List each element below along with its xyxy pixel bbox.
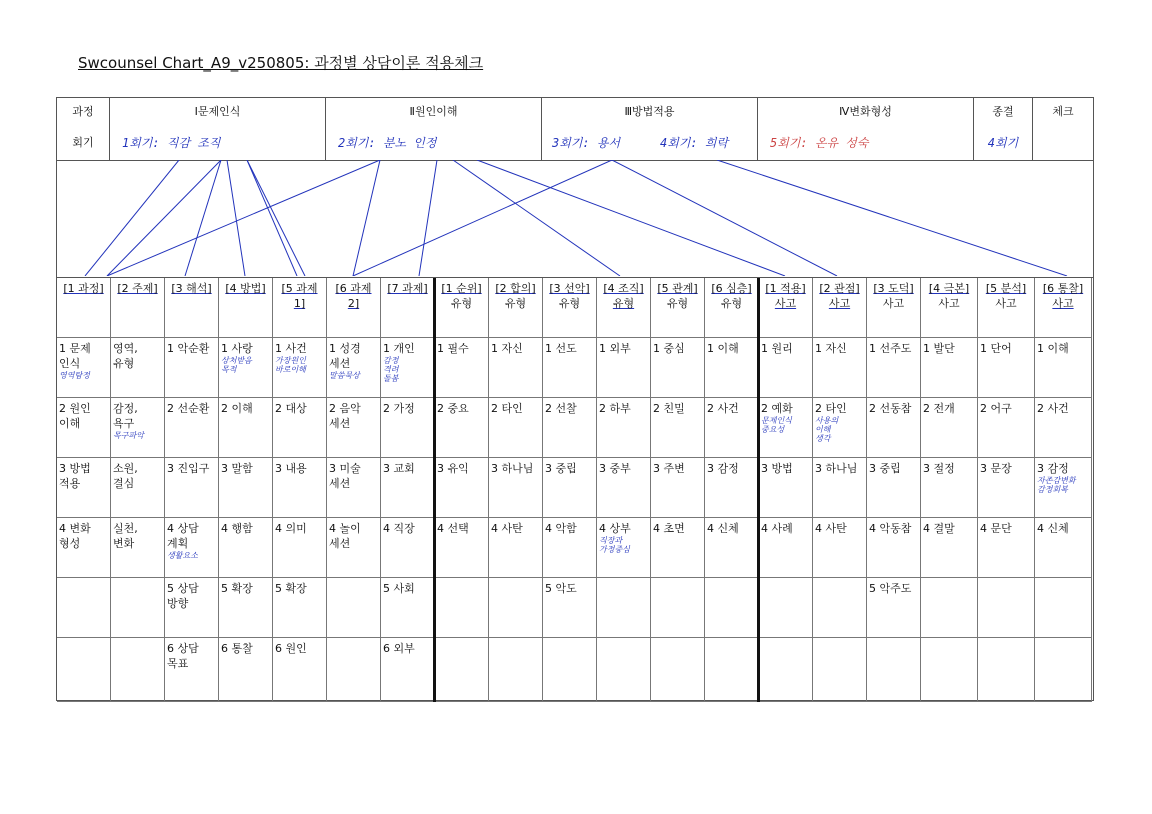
column-header-label: [5 관계] [657,282,698,295]
column-header-type: 사고 [995,297,1017,310]
grid-cell [219,398,273,458]
grid-cell [489,398,543,458]
column-header [327,278,381,338]
column-header-label: [1 과정] [63,282,104,295]
grid-cell [57,338,111,398]
column-header-label: [3 선악] [549,282,590,295]
cell-text: 3 중립 [869,462,901,475]
cell-text: 5 악주도 [869,582,912,595]
theory-grid [57,277,1093,702]
grid-cell [1035,638,1092,702]
cell-text: 4 사탄 [491,522,523,535]
grid-cell [381,398,435,458]
cell-text: 2 사건 [707,402,739,415]
cell-text: 4 의미 [275,522,307,535]
column-header-type: 사고 [938,297,960,310]
column-header-label: [1 적용] [765,282,806,295]
grid-cell [759,638,813,702]
column-header [597,278,651,338]
column-header-label: [2 관점] [819,282,860,295]
grid-cell [273,638,327,702]
cell-text: 2 선동참 [869,402,912,415]
grid-cell [381,338,435,398]
cell-text: 4 놀이 세션 [329,522,361,550]
cell-text: 4 상담 계획 [167,522,199,550]
cell-text: 3 중부 [599,462,631,475]
grid-cell [489,638,543,702]
grid-cell [1035,518,1092,578]
grid-cell [57,518,111,578]
grid-cell [327,518,381,578]
grid-cell [651,338,705,398]
handwritten-note: 말씀묵상 [329,371,360,380]
column-header-label: [5 분석] [985,282,1027,295]
column-header [867,278,921,338]
grid-cell [435,518,489,578]
column-header-label: [2 합의] [495,282,536,295]
grid-cell [327,338,381,398]
session-note: 5회기: 온유 성숙 [770,136,869,150]
cell-text: 1 선도 [545,342,577,355]
cell-text: 5 확장 [221,582,253,595]
cell-text: 1 자신 [491,342,523,355]
column-header-type: 사고 [1052,297,1074,310]
grid-cell [219,638,273,702]
grid-cell [219,518,273,578]
cell-text: 1 이해 [1037,342,1069,355]
grid-cell [381,578,435,638]
cell-text: 2 사건 [1037,402,1069,415]
cell-text: 1 필수 [437,342,469,355]
group-separator [757,278,760,702]
grid-cell [921,638,978,702]
cell-text: 1 이해 [707,342,739,355]
grid-cell [705,398,759,458]
grid-cell [978,518,1035,578]
column-header [57,278,111,338]
cell-text: 3 말함 [221,462,253,475]
cell-text: 1 외부 [599,342,631,355]
grid-cell [165,578,219,638]
grid-cell [435,338,489,398]
grid-cell [489,518,543,578]
grid-cell [543,578,597,638]
cell-text: 6 통찰 [221,642,253,655]
cell-text: 1 악순환 [167,342,210,355]
handwritten-note: 문제인식 중요성 [761,416,792,434]
column-header [543,278,597,338]
column-header-type: 유형 [612,297,635,310]
grid-cell [1035,578,1092,638]
grid-cell [543,518,597,578]
cell-text: 2 원인 이해 [59,402,91,430]
grid-cell [489,578,543,638]
cell-text: 2 대상 [275,402,307,415]
cell-text: 실천, 변화 [113,522,138,550]
grid-cell [813,578,867,638]
section-title: Ⅱ원인이해 [409,105,458,118]
grid-cell [435,398,489,458]
cell-text: 4 상부 [599,522,631,535]
grid-cell [327,458,381,518]
grid-cell [489,458,543,518]
grid-cell [57,578,111,638]
column-header-label: [3 도덕] [873,282,914,295]
cell-text: 3 감정 [707,462,739,475]
grid-cell [759,338,813,398]
cell-text: 2 어구 [980,402,1012,415]
section-title: Ⅰ문제인식 [194,105,241,118]
grid-cell [921,398,978,458]
grid-cell [921,578,978,638]
grid-cell [165,638,219,702]
grid-cell [813,638,867,702]
grid-cell [978,398,1035,458]
grid-cell [978,578,1035,638]
cell-text: 2 친밀 [653,402,685,415]
grid-cell [435,458,489,518]
grid-cell [273,578,327,638]
cell-text: 4 악동참 [869,522,912,535]
column-header-type: 유형 [504,297,527,310]
cell-text: 1 발단 [923,342,955,355]
cell-text: 3 방법 적용 [59,462,91,490]
cell-text: 4 문단 [980,522,1012,535]
grid-cell [759,578,813,638]
grid-cell [165,518,219,578]
grid-cell [273,518,327,578]
session-note: 3회기: 용서 [552,136,621,150]
grid-cell [1035,398,1092,458]
grid-cell [813,338,867,398]
cell-text: 1 단어 [980,342,1012,355]
cell-text: 영역, 유형 [113,342,138,370]
grid-cell [867,398,921,458]
cell-text: 4 사례 [761,522,793,535]
session-note: 4회기: 희락 [660,136,729,150]
column-header [111,278,165,338]
column-header [489,278,543,338]
grid-cell [597,638,651,702]
column-header [165,278,219,338]
cell-text: 1 사랑 [221,342,253,355]
grid-cell [759,398,813,458]
cell-text: 1 원리 [761,342,793,355]
cell-text: 3 진입구 [167,462,210,475]
cell-text: 1 성경 세션 [329,342,361,370]
grid-cell [921,458,978,518]
cell-text: 1 중심 [653,342,685,355]
column-header-type: 사고 [774,297,797,310]
handwritten-note: 영역탐정 [59,371,90,380]
column-header [813,278,867,338]
grid-cell [57,398,111,458]
grid-cell [651,518,705,578]
column-header [705,278,759,338]
grid-cell [327,398,381,458]
cell-text: 4 변화 형성 [59,522,91,550]
cell-text: 5 상담 방향 [167,582,199,610]
grid-cell [273,338,327,398]
grid-cell [435,638,489,702]
cell-text: 4 선택 [437,522,469,535]
grid-cell [867,458,921,518]
grid-cell [111,578,165,638]
cell-text: 2 하부 [599,402,631,415]
cell-text: 3 감정 [1037,462,1069,475]
cell-text: 2 선순환 [167,402,210,415]
cell-text: 2 중요 [437,402,469,415]
column-header-label: [6 통찰] [1042,282,1084,295]
check-label: 체크 [1052,105,1074,118]
cell-text: 3 중립 [545,462,577,475]
grid-cell [651,398,705,458]
grid-cell [597,578,651,638]
grid-cell [273,398,327,458]
grid-cell [381,518,435,578]
grid-cell [705,638,759,702]
cell-text: 5 사회 [383,582,415,595]
column-header-label: [6 심층] [711,282,752,295]
cell-text: 1 문제 인식 [59,342,91,370]
section-problem-recognition [110,98,326,160]
cell-text: 5 확장 [275,582,307,595]
grid-cell [57,458,111,518]
grid-cell [57,638,111,702]
cell-text: 3 주변 [653,462,685,475]
column-header-type: 유형 [666,297,689,310]
cell-text: 1 사건 [275,342,307,355]
cell-text: 3 절정 [923,462,955,475]
cell-text: 6 외부 [383,642,415,655]
grid-cell [489,338,543,398]
grid-cell [1035,458,1092,518]
cell-text: 1 개인 [383,342,415,355]
process-header [57,98,1093,161]
cell-text: 6 원인 [275,642,307,655]
grid-cell [597,338,651,398]
cell-text: 4 악함 [545,522,577,535]
grid-cell [705,338,759,398]
grid-cell [978,458,1035,518]
cell-text: 3 하나님 [491,462,534,475]
column-header-label: [4 방법] [225,282,266,295]
grid-cell [381,638,435,702]
handwritten-note: 생활요소 [167,551,198,560]
end-note: 4회기 [987,136,1019,150]
grid-cell [111,518,165,578]
grid-cell [543,458,597,518]
column-header [651,278,705,338]
grid-cell [111,458,165,518]
column-header-label: [5 과제 1] [281,282,318,310]
grid-cell [597,398,651,458]
grid-cell [867,578,921,638]
cell-text: 4 사탄 [815,522,847,535]
grid-cell [651,578,705,638]
grid-cell [813,398,867,458]
cell-text: 3 유익 [437,462,469,475]
cell-text: 2 전개 [923,402,955,415]
handwritten-note: 사용의 이해 생각 [815,416,839,443]
grid-cell [543,638,597,702]
grid-cell [111,398,165,458]
section-cause-understanding [326,98,542,160]
column-header [381,278,435,338]
handwritten-note: 목구파악 [113,431,144,440]
column-header [219,278,273,338]
handwritten-note: 감정 격려 돌봄 [383,356,399,383]
grid-cell [978,638,1035,702]
grid-cell [597,458,651,518]
cell-text: 2 타인 [491,402,523,415]
column-header [978,278,1035,338]
section-title: Ⅳ변화형성 [839,105,892,118]
cell-text: 2 가정 [383,402,415,415]
process-label: 과정 [72,105,94,118]
cell-text: 소원, 결심 [113,462,138,490]
column-header-label: [7 과제] [387,282,428,295]
grid-cell [327,638,381,702]
column-header-type: 사고 [828,297,851,310]
grid-cell [867,518,921,578]
grid-cell [651,638,705,702]
grid-cell [759,518,813,578]
cell-text: 2 예화 [761,402,793,415]
grid-cell [597,518,651,578]
grid-cell [921,518,978,578]
column-header [759,278,813,338]
cell-text: 2 타인 [815,402,847,415]
cell-text: 2 음악 세션 [329,402,361,430]
page-title: Swcounsel Chart_A9_v250805: 과정별 상담이론 적용체크 [78,54,484,72]
header-process-label-cell [57,98,110,160]
cell-text: 감정, 욕구 [113,402,138,430]
grid-cell [867,338,921,398]
cell-text: 3 하나님 [815,462,858,475]
column-header [921,278,978,338]
grid-cell [813,518,867,578]
grid-cell [165,338,219,398]
column-header-label: [4 극본] [928,282,970,295]
grid-cell [759,458,813,518]
grid-cell [813,458,867,518]
grid-cell [165,398,219,458]
cell-text: 4 결말 [923,522,955,535]
column-header [435,278,489,338]
cell-text: 3 문장 [980,462,1012,475]
cell-text: 4 신체 [707,522,739,535]
grid-cell [921,338,978,398]
handwritten-note: 가장원인 바로이해 [275,356,306,374]
grid-cell [867,638,921,702]
cell-text: 1 선주도 [869,342,912,355]
grid-cell [219,578,273,638]
cell-text: 2 선찰 [545,402,577,415]
handwritten-note: 직장과 가정중심 [599,536,630,554]
group-separator [433,278,436,702]
grid-cell [705,458,759,518]
cell-text: 4 직장 [383,522,415,535]
grid-cell [543,338,597,398]
grid-cell [165,458,219,518]
grid-cell [327,578,381,638]
grid-cell [978,338,1035,398]
grid-cell [111,338,165,398]
grid-cell [705,578,759,638]
column-header-label: [2 주제] [117,282,158,295]
chart-sheet [56,97,1094,701]
column-header-type: 사고 [882,297,905,310]
column-header-label: [3 해석] [171,282,212,295]
section-change-formation [758,98,974,160]
grid-cell [219,458,273,518]
column-header [273,278,327,338]
section-title: Ⅲ방법적용 [624,105,675,118]
grid-cell [705,518,759,578]
cell-text: 4 초면 [653,522,685,535]
grid-cell [651,458,705,518]
column-header-label: [1 순위] [441,282,482,295]
cell-text: 4 신체 [1037,522,1069,535]
cell-text: 4 행함 [221,522,253,535]
handwritten-note: 상처받음 목적 [221,356,252,374]
cell-text: 6 상담 목표 [167,642,199,670]
session-note: 2회기: 분노 인정 [338,136,437,150]
section-method-application [542,98,758,160]
column-header-type: 유형 [450,297,473,310]
header-check-cell [1033,98,1093,160]
cell-text: 3 미술 세션 [329,462,361,490]
grid-cell [273,458,327,518]
grid-cell [219,338,273,398]
column-header-type: 유형 [558,297,581,310]
column-header [1035,278,1092,338]
cell-text: 3 내용 [275,462,307,475]
cell-text: 3 교회 [383,462,415,475]
handwritten-note: 자존감변화 감정회복 [1037,476,1076,494]
cell-text: 5 악도 [545,582,577,595]
cell-text: 3 방법 [761,462,793,475]
session-label: 회기 [72,136,94,149]
grid-cell [381,458,435,518]
end-label: 종결 [992,105,1014,118]
session-note: 1회기: 직감 조직 [122,136,221,150]
column-header-label: [4 조직] [603,282,644,295]
column-header-label: [6 과제 2] [335,282,372,310]
grid-cell [543,398,597,458]
grid-cell [111,638,165,702]
header-end-cell [974,98,1033,160]
cell-text: 2 이해 [221,402,253,415]
cell-text: 1 자신 [815,342,847,355]
link-arrows [57,160,1093,276]
grid-cell [435,578,489,638]
column-header-type: 유형 [720,297,743,310]
grid-cell [1035,338,1092,398]
